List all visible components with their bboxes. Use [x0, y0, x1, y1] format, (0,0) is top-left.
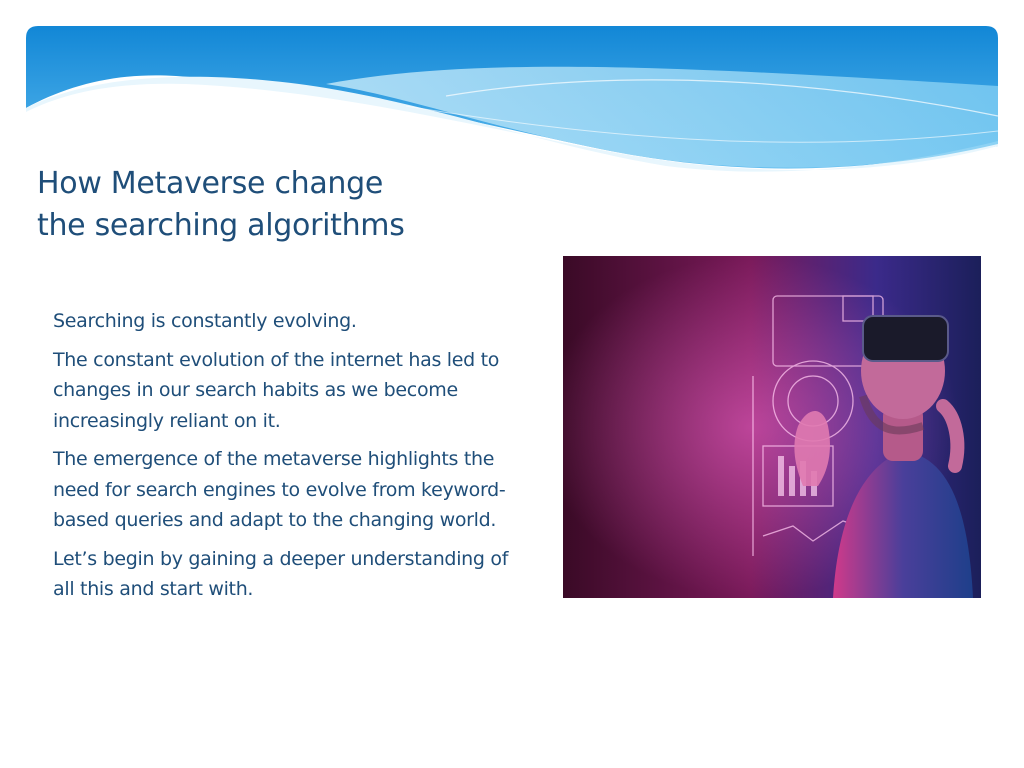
paragraph-1: Searching is constantly evolving. [53, 310, 357, 332]
title-line-1: How Metaverse change [37, 166, 384, 201]
paragraph-2: The constant evolution of the internet has led to changes in our search habits as we become increasingly reliant on it. [53, 348, 500, 432]
body-text [53, 306, 523, 613]
slide-title [37, 163, 537, 247]
paragraph-4: Let’s begin by gaining a deeper understanding of all this and start with. [53, 547, 509, 600]
title-line-2: the searching algorithms [37, 208, 405, 243]
header-wave-decoration [26, 26, 998, 176]
vr-headset-person-photo [563, 256, 981, 598]
paragraph-3: The emergence of the metaverse highlights the need for search engines to evolve from keyword-based queries and adapt to the changing world. [53, 448, 506, 531]
